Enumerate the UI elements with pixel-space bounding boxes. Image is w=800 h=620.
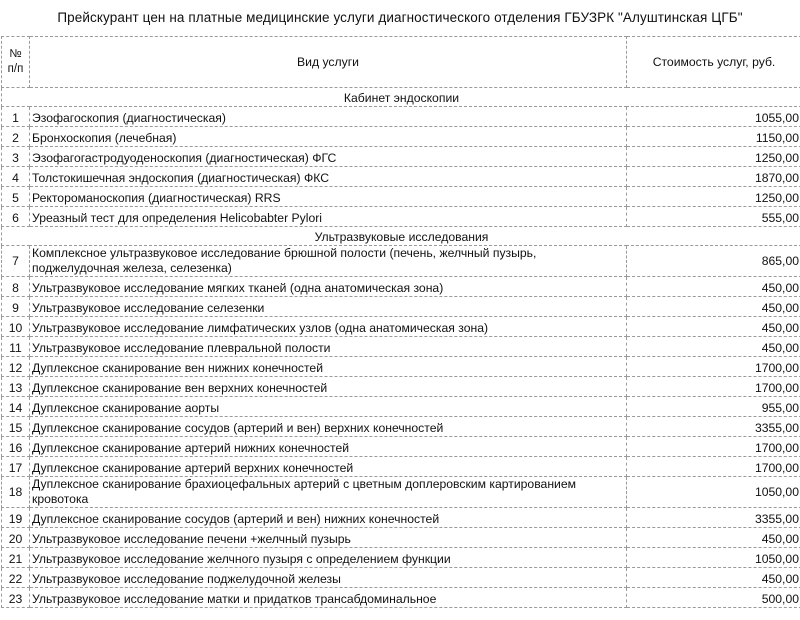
row-price: 500,00 — [627, 588, 800, 608]
row-price: 450,00 — [627, 297, 800, 317]
table-row — [2, 437, 800, 457]
row-service: Дуплексное сканирование сосудов (артерий и вен) нижних конечностей — [30, 508, 627, 528]
row-number: 12 — [2, 357, 30, 377]
row-price: 450,00 — [627, 337, 800, 357]
row-number: 14 — [2, 397, 30, 417]
row-price: 450,00 — [627, 568, 800, 588]
row-service: Ультразвуковое исследование мягких тканей (одна анатомическая зона) — [30, 277, 627, 297]
table-row — [2, 317, 800, 337]
header-price: Стоимость услуг, руб. — [627, 37, 800, 88]
row-number: 6 — [2, 207, 30, 227]
row-number: 16 — [2, 437, 30, 457]
row-service: Уреазный тест для определения Helicobabter Pylori — [30, 207, 627, 227]
row-number: 11 — [2, 337, 30, 357]
row-number: 7 — [2, 246, 30, 277]
row-number: 1 — [2, 107, 30, 127]
table-row — [2, 297, 800, 317]
row-service: Дуплексное сканирование вен нижних конечностей — [30, 357, 627, 377]
row-service: Ультразвуковое исследование желчного пузыря с определением функции — [30, 548, 627, 568]
row-price: 865,00 — [627, 246, 800, 277]
table-row — [2, 127, 800, 147]
price-table — [1, 36, 800, 608]
row-number: 20 — [2, 528, 30, 548]
row-price: 1700,00 — [627, 377, 800, 397]
row-service-line2: кровотока — [32, 492, 89, 506]
row-service: Дуплексное сканирование вен верхних конечностей — [30, 377, 627, 397]
row-service: Ультразвуковое исследование плевральной полости — [30, 337, 627, 357]
row-service: Ректороманоскопия (диагностическая) RRS — [30, 187, 627, 207]
row-number: 10 — [2, 317, 30, 337]
row-number: 15 — [2, 417, 30, 437]
row-number: 5 — [2, 187, 30, 207]
row-service — [30, 477, 627, 508]
row-number: 4 — [2, 167, 30, 187]
row-service: Ультразвуковое исследование селезенки — [30, 297, 627, 317]
row-number: 18 — [2, 477, 30, 508]
row-service: Дуплексное сканирование артерий нижних конечностей — [30, 437, 627, 457]
table-row — [2, 548, 800, 568]
table-row — [2, 477, 800, 508]
row-price: 450,00 — [627, 277, 800, 297]
table-row — [2, 528, 800, 548]
row-price: 450,00 — [627, 317, 800, 337]
row-service: Толстокишечная эндоскопия (диагностическая) ФКС — [30, 167, 627, 187]
row-price: 1700,00 — [627, 457, 800, 477]
header-number — [2, 37, 30, 88]
row-price: 1055,00 — [627, 107, 800, 127]
row-price: 450,00 — [627, 528, 800, 548]
table-row — [2, 397, 800, 417]
table-row — [2, 107, 800, 127]
table-header-row — [2, 37, 800, 88]
row-price: 1700,00 — [627, 437, 800, 457]
row-service: Бронхоскопия (лечебная) — [30, 127, 627, 147]
table-row — [2, 207, 800, 227]
table-row — [2, 377, 800, 397]
row-price: 3355,00 — [627, 417, 800, 437]
row-service-line1: Комплексное ультразвуковое исследование брюшной полости (печень, желчный пузырь, — [32, 246, 537, 260]
row-service: Эзофагоскопия (диагностическая) — [30, 107, 627, 127]
row-price: 3355,00 — [627, 508, 800, 528]
header-service: Вид услуги — [30, 37, 627, 88]
row-price: 1870,00 — [627, 167, 800, 187]
row-number: 13 — [2, 377, 30, 397]
table-row — [2, 508, 800, 528]
row-number: 23 — [2, 588, 30, 608]
section-row-ultrasound — [2, 227, 800, 246]
section-row-endoscopy — [2, 88, 800, 107]
header-number-line1: № — [9, 48, 22, 60]
table-row — [2, 417, 800, 437]
row-price: 1250,00 — [627, 147, 800, 167]
row-service: Дуплексное сканирование артерий верхних конечностей — [30, 457, 627, 477]
table-row — [2, 568, 800, 588]
row-service: Ультразвуковое исследование лимфатических узлов (одна анатомическая зона) — [30, 317, 627, 337]
table-row — [2, 246, 800, 277]
row-number: 2 — [2, 127, 30, 147]
row-price: 1050,00 — [627, 548, 800, 568]
row-service: Ультразвуковое исследование матки и придатков трансабдоминальное — [30, 588, 627, 608]
row-number: 8 — [2, 277, 30, 297]
document-title: Прейскурант цен на платные медицинские услуги диагностического отделения ГБУЗРК "Алуштинская ЦГБ" — [57, 10, 743, 25]
table-row — [2, 187, 800, 207]
table-row — [2, 337, 800, 357]
row-service: Ультразвуковое исследование поджелудочной железы — [30, 568, 627, 588]
table-row — [2, 167, 800, 187]
row-price: 555,00 — [627, 207, 800, 227]
row-price: 1050,00 — [627, 477, 800, 508]
table-row — [2, 357, 800, 377]
row-number: 17 — [2, 457, 30, 477]
row-number: 9 — [2, 297, 30, 317]
row-service: Дуплексное сканирование аорты — [30, 397, 627, 417]
row-service-line1: Дуплексное сканирование брахиоцефальных артерий с цветным доплеровским картированием — [32, 477, 577, 491]
row-price: 1700,00 — [627, 357, 800, 377]
table-row — [2, 588, 800, 608]
row-number: 3 — [2, 147, 30, 167]
header-number-line2: п/п — [7, 63, 24, 75]
row-service: Эзофагогастродуоденоскопия (диагностическая) ФГС — [30, 147, 627, 167]
section-title: Ультразвуковые исследования — [2, 227, 800, 246]
row-number: 21 — [2, 548, 30, 568]
row-service-line2: поджелудочная железа, селезенка) — [32, 261, 232, 275]
row-price: 955,00 — [627, 397, 800, 417]
row-service — [30, 246, 627, 277]
row-price: 1250,00 — [627, 187, 800, 207]
table-row — [2, 147, 800, 167]
row-number: 22 — [2, 568, 30, 588]
table-row — [2, 277, 800, 297]
row-number: 19 — [2, 508, 30, 528]
section-title: Кабинет эндоскопии — [2, 88, 800, 107]
row-service: Ультразвуковое исследование печени +желчный пузырь — [30, 528, 627, 548]
row-service: Дуплексное сканирование сосудов (артерий и вен) верхних конечностей — [30, 417, 627, 437]
table-row — [2, 457, 800, 477]
row-price: 1150,00 — [627, 127, 800, 147]
